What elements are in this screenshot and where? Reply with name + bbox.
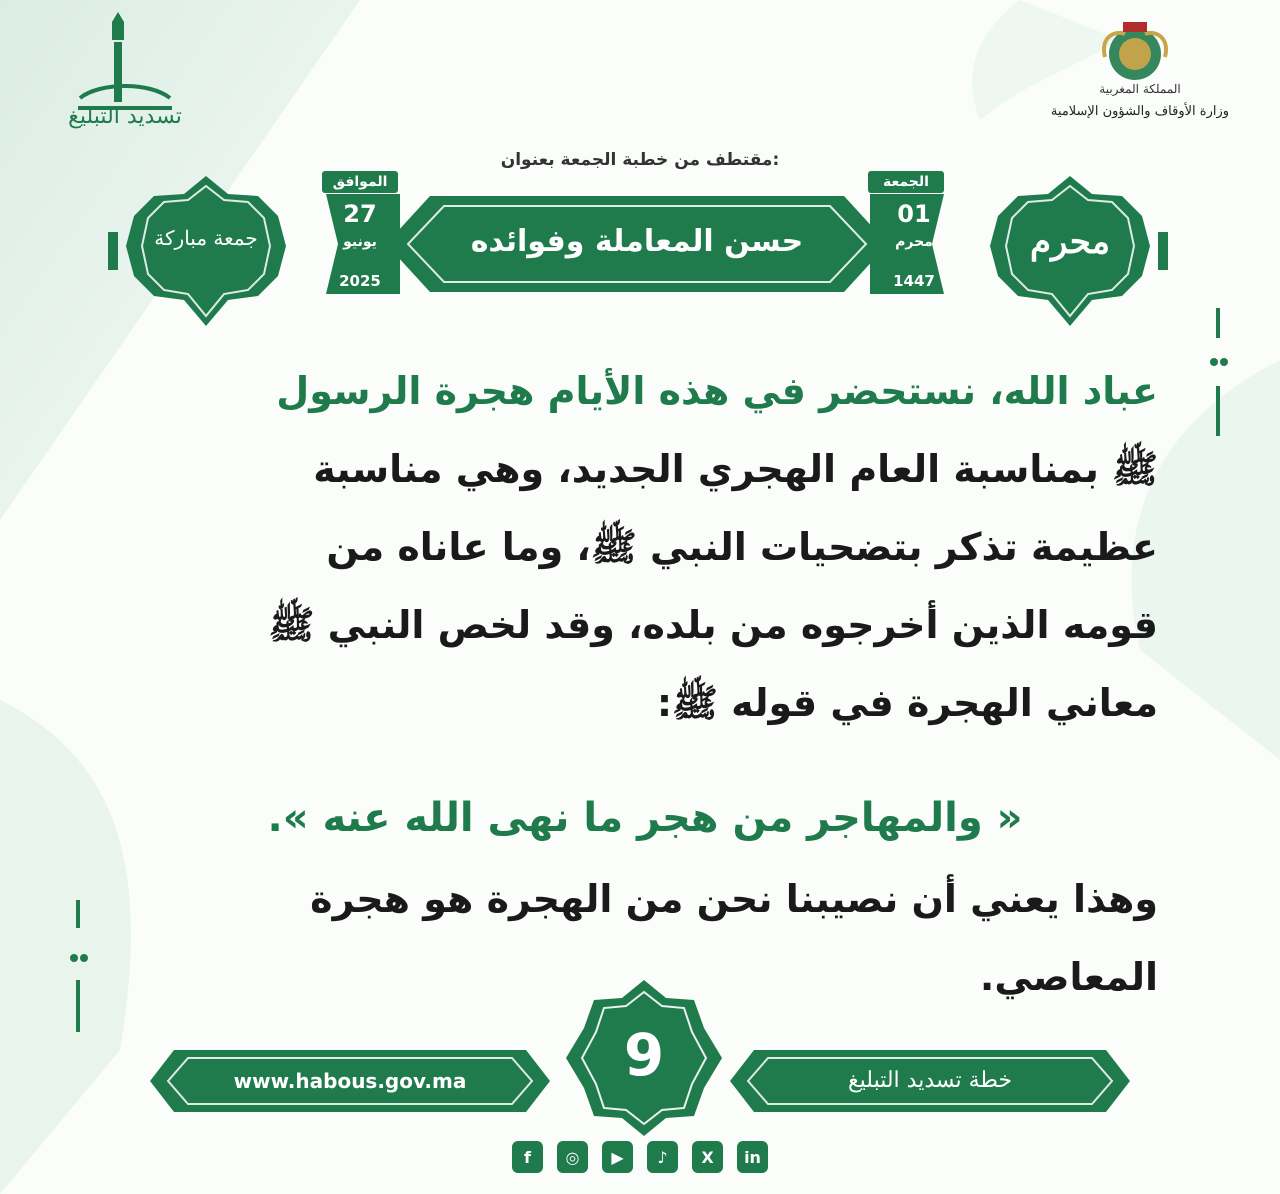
jumua-mubaraka-emblem <box>108 176 304 326</box>
social-glyph: ◎ <box>565 1147 580 1167</box>
right-date-day: 01 <box>897 200 931 228</box>
left-mark-dot-2 <box>80 954 88 962</box>
social-glyph: ▶ <box>611 1147 624 1167</box>
jumua-mubaraka-text: جمعة مباركة <box>154 226 258 250</box>
sermon-line-0: عباد الله، نستحضر في هذه الأيام هجرة الرسول <box>276 369 1158 413</box>
sermon-title: حسن المعاملة وفوائده <box>470 224 804 259</box>
sermon-line <box>118 352 1158 430</box>
left-mark-dot-1 <box>70 954 78 962</box>
ministry-name-text: وزارة الأوقاف والشؤون الإسلامية <box>1050 104 1230 119</box>
after-line: المعاصي. <box>979 955 1158 999</box>
sermon-number: 9 <box>623 1021 665 1089</box>
right-date-year: 1447 <box>893 272 935 290</box>
facebook-icon[interactable] <box>512 1141 543 1173</box>
left-mark-line-bottom <box>76 980 80 1032</box>
right-side-marks <box>1208 308 1228 448</box>
campaign-text: خطة تسديد التبليغ <box>847 1068 1013 1093</box>
social-glyph: ♪ <box>657 1147 668 1167</box>
left-date-month: يونيو <box>343 234 377 250</box>
right-mark-line-top <box>1216 308 1220 338</box>
sermon-line: عظيمة تذكر بتضحيات النبي ﷺ، وما عاناه من <box>326 525 1158 569</box>
sermon-line: معاني الهجرة في قوله ﷺ: <box>656 681 1158 725</box>
website-link[interactable]: www.habous.gov.ma <box>233 1069 467 1093</box>
youtube-icon[interactable] <box>602 1141 633 1173</box>
social-links <box>512 1141 768 1173</box>
moroccan-coat-of-arms-icon <box>1090 12 1180 92</box>
left-side-marks <box>68 900 88 1040</box>
right-date-month: محرم <box>895 234 933 250</box>
social-glyph: f <box>524 1147 531 1167</box>
brand-logo-text: تسديد التبليغ <box>68 104 182 129</box>
social-glyph: in <box>744 1147 761 1167</box>
sermon-line: ﷺ بمناسبة العام الهجري الجديد، وهي مناسبة <box>313 447 1158 491</box>
sermon-excerpt-body <box>118 352 1158 742</box>
left-date-year: 2025 <box>339 272 381 290</box>
tiktok-icon[interactable] <box>647 1141 678 1173</box>
muharram-text: محرم <box>1030 222 1110 262</box>
x-icon[interactable] <box>692 1141 723 1173</box>
left-date-day: 27 <box>343 200 377 228</box>
right-date-label: الجمعة <box>868 171 944 193</box>
after-line: وهذا يعني أن نصيبنا نحن من الهجرة هو هجرة <box>310 877 1158 921</box>
social-glyph: X <box>701 1147 714 1167</box>
linkedin-icon[interactable] <box>737 1141 768 1173</box>
right-mark-line-bottom <box>1216 386 1220 436</box>
instagram-icon[interactable] <box>557 1141 588 1173</box>
left-date-label: الموافق <box>322 171 398 193</box>
sermon-line: قومه الذين أخرجوه من بلده، وقد لخص النبي ﷺ <box>268 603 1158 647</box>
left-mark-line-top <box>76 900 80 928</box>
excerpt-label: مقتطف من خطبة الجمعة بعنوان: <box>500 150 780 170</box>
right-mark-dot-2 <box>1220 358 1228 366</box>
hadith-quote: « والمهاجر من هجر ما نهى الله عنه ». <box>267 795 1023 841</box>
right-mark-dot-1 <box>1210 358 1218 366</box>
ministry-kingdom-text: المملكة المغربية <box>1099 82 1181 96</box>
